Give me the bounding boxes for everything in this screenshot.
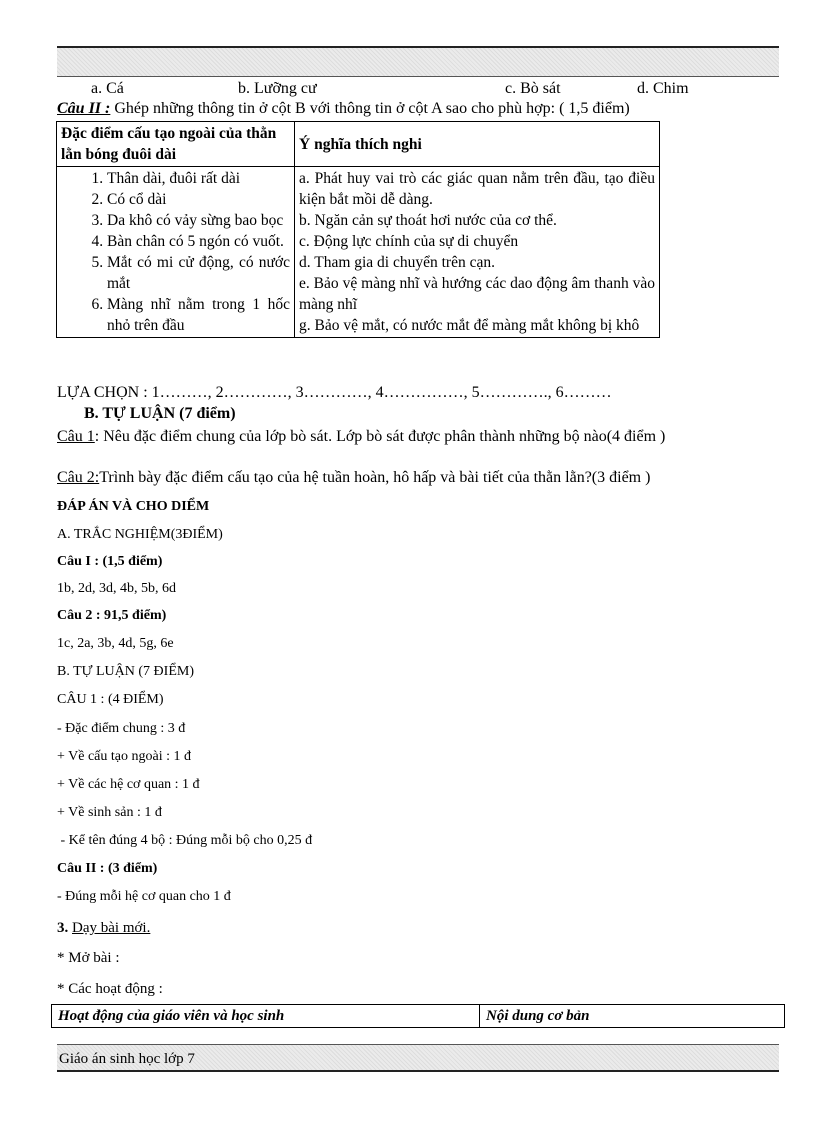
answer-section-b: B. TỰ LUẬN (7 ĐIỂM) bbox=[57, 664, 194, 679]
answer-essay-2-heading: Câu II : (3 điểm) bbox=[57, 861, 158, 876]
choice-d: d. Chim bbox=[637, 80, 689, 97]
answer-line: - Đặc điểm chung : 3 đ bbox=[57, 721, 186, 736]
choice-c: c. Bò sát bbox=[505, 80, 561, 97]
column-b-item: c. Động lực chính của sự di chuyển bbox=[299, 233, 519, 250]
matching-table bbox=[56, 121, 660, 338]
answer-section-a: A. TRẮC NGHIỆM(3ĐIỂM) bbox=[57, 527, 223, 542]
essay-question-2 bbox=[57, 469, 650, 487]
answer-key-title: ĐÁP ÁN VÀ CHO DIỂM bbox=[57, 499, 210, 514]
new-lesson-number: 3. bbox=[57, 920, 69, 936]
column-a-item: 6. Màng nhĩ nằm trong 1 hốc nhỏ trên đầu bbox=[107, 294, 290, 336]
activity-table bbox=[51, 1004, 785, 1028]
question-2-text: Ghép những thông tin ở cột B với thông tin ở cột A sao cho phù hợp: ( 1,5 điểm) bbox=[110, 100, 630, 117]
answer-line: + Về cấu tạo ngoài : 1 đ bbox=[57, 749, 191, 764]
column-a-item: 5. Mắt có mi cử động, có nước mắt bbox=[107, 252, 290, 294]
essay-heading: B. TỰ LUẬN (7 điểm) bbox=[84, 405, 236, 422]
new-lesson-heading bbox=[57, 920, 150, 937]
answer-q1-key: 1b, 2d, 3d, 4b, 5b, 6d bbox=[57, 581, 176, 596]
activity-header-teacher-student: Hoạt động của giáo viên và học sinh bbox=[52, 1005, 480, 1028]
activity-header-content: Nội dung cơ bản bbox=[480, 1005, 785, 1028]
column-a-item: 4. Bàn chân có 5 ngón có vuốt. bbox=[107, 231, 290, 252]
answer-q1-heading: Câu I : (1,5 điểm) bbox=[57, 554, 163, 569]
column-b-item: a. Phát huy vai trò các giác quan nằm trên đầu, tạo điều kiện bắt mồi dễ dàng. bbox=[299, 170, 655, 208]
answer-line: - Kể tên đúng 4 bộ : Đúng mỗi bộ cho 0,25 đ bbox=[57, 833, 313, 848]
column-a-header: Đặc điểm cấu tạo ngoài của thằn lằn bóng đuôi dài bbox=[57, 122, 295, 167]
question-2-instruction bbox=[57, 100, 630, 118]
essay-question-2-label: Câu 2: bbox=[57, 469, 100, 486]
question-2-label: Câu II : bbox=[57, 100, 111, 117]
answer-choice-line: LỰA CHỌN : 1………, 2…………, 3…………, 4……………, 5…………., 6……… bbox=[57, 384, 612, 401]
column-b-item: e. Bảo vệ màng nhĩ và hướng các dao động âm thanh vào màng nhĩ bbox=[299, 275, 655, 313]
column-a-cell bbox=[57, 167, 295, 338]
choice-b: b. Lưỡng cư bbox=[238, 80, 317, 97]
footer-band bbox=[57, 1044, 779, 1072]
column-a-item: 3. Da khô có vảy sừng bao bọc bbox=[107, 210, 290, 231]
column-b-header: Ý nghĩa thích nghi bbox=[295, 122, 660, 167]
answer-line: - Đúng mỗi hệ cơ quan cho 1 đ bbox=[57, 889, 231, 904]
column-a-item: 1. Thân dài, đuôi rất dài bbox=[107, 168, 290, 189]
new-lesson-title: Dạy bài mới. bbox=[72, 920, 151, 936]
essay-question-1-label: Câu 1 bbox=[57, 428, 95, 445]
answer-q2-key: 1c, 2a, 3b, 4d, 5g, 6e bbox=[57, 636, 174, 651]
essay-question-1-text: : Nêu đặc điểm chung của lớp bò sát. Lớp bò sát được phân thành những bộ nào(4 điểm ) bbox=[94, 428, 666, 445]
answer-line: + Về các hệ cơ quan : 1 đ bbox=[57, 777, 200, 792]
footer-title: Giáo án sinh học lớp 7 bbox=[59, 1051, 195, 1067]
column-b-item: g. Bảo vệ mắt, có nước mắt để màng mắt không bị khô bbox=[299, 317, 640, 334]
choice-a: a. Cá bbox=[91, 80, 124, 97]
essay-question-2-text: Trình bày đặc điểm cấu tạo của hệ tuần hoàn, hô hấp và bài tiết của thằn lằn?(3 điểm ) bbox=[99, 469, 651, 486]
answer-essay-1-heading: CÂU 1 : (4 ĐIỂM) bbox=[57, 692, 164, 707]
answer-line: + Về sinh sản : 1 đ bbox=[57, 805, 162, 820]
column-b-item: b. Ngăn cản sự thoát hơi nước của cơ thể. bbox=[299, 212, 557, 229]
header-band bbox=[57, 46, 779, 77]
activities-label: * Các hoạt động : bbox=[57, 981, 163, 997]
column-b-cell bbox=[295, 167, 660, 338]
column-a-item: 2. Có cổ dài bbox=[107, 189, 290, 210]
answer-q2-heading: Câu 2 : 91,5 điểm) bbox=[57, 608, 167, 623]
column-b-item: d. Tham gia di chuyển trên cạn. bbox=[299, 254, 495, 271]
intro-label: * Mở bài : bbox=[57, 950, 120, 966]
essay-question-1 bbox=[57, 426, 781, 447]
